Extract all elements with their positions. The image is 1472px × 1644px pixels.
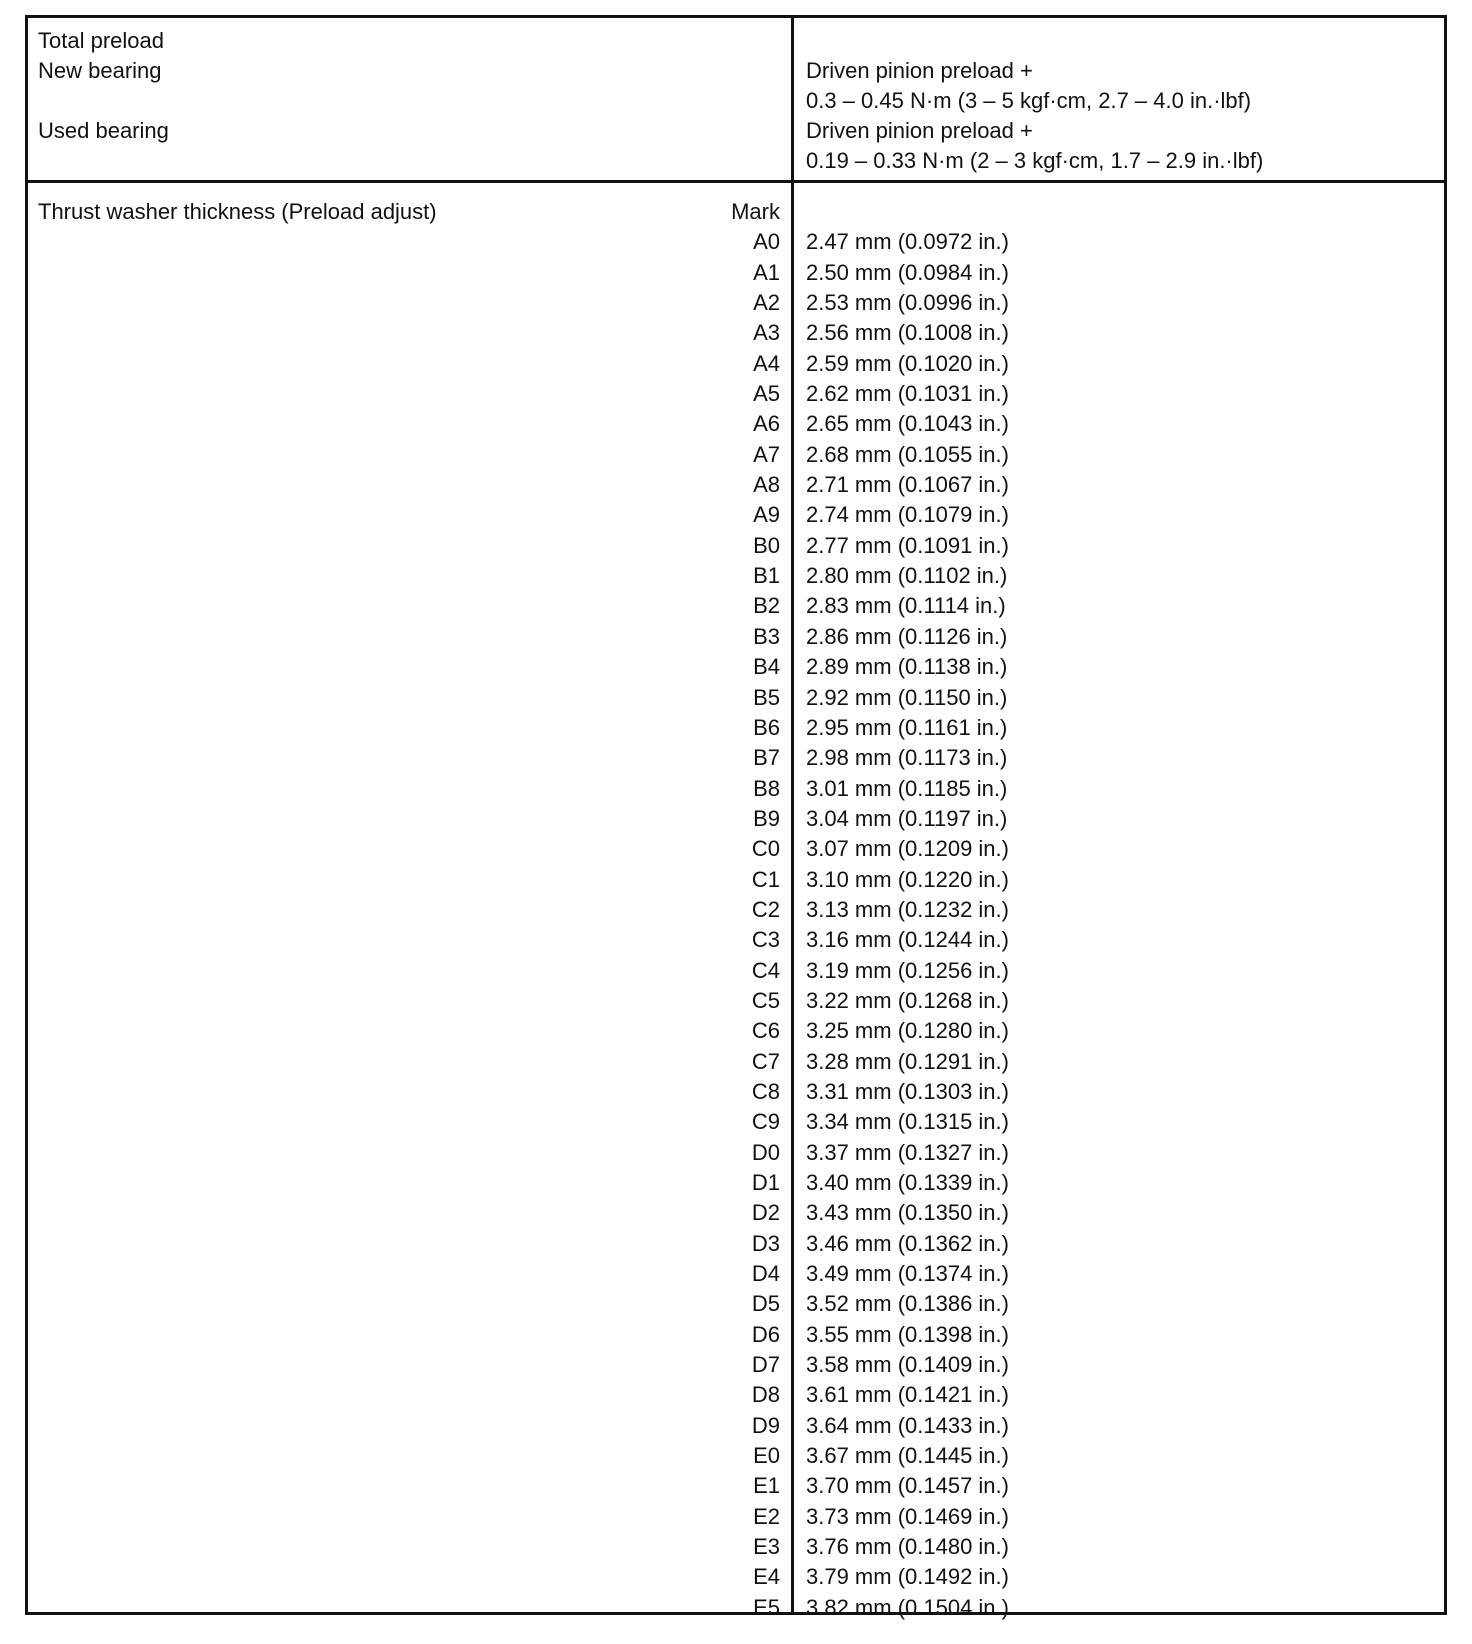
thickness-cell: 3.37 mm (0.1327 in.) <box>806 1139 1009 1165</box>
thickness-cell: 2.59 mm (0.1020 in.) <box>806 350 1009 376</box>
thickness-cell: 2.74 mm (0.1079 in.) <box>806 502 1009 528</box>
mark-cell: D2 <box>751 1200 780 1226</box>
thickness-cell: 3.25 mm (0.1280 in.) <box>806 1018 1009 1044</box>
mark-cell: D4 <box>751 1261 780 1287</box>
thickness-column <box>806 227 1009 1623</box>
mark-cell: D0 <box>751 1139 780 1165</box>
thickness-cell: 3.82 mm (0.1504 in.) <box>806 1594 1009 1620</box>
mark-cell: B4 <box>753 654 780 680</box>
thickness-cell: 2.53 mm (0.0996 in.) <box>806 290 1009 316</box>
thickness-cell: 3.58 mm (0.1409 in.) <box>806 1352 1009 1378</box>
mark-cell: A8 <box>753 472 780 498</box>
mark-cell: A5 <box>753 381 780 407</box>
thickness-cell: 3.61 mm (0.1421 in.) <box>806 1382 1009 1408</box>
thickness-cell: 3.34 mm (0.1315 in.) <box>806 1109 1009 1135</box>
mark-cell: C6 <box>751 1018 780 1044</box>
mark-cell: B0 <box>753 532 780 558</box>
thickness-cell: 2.95 mm (0.1161 in.) <box>806 714 1008 740</box>
thickness-cell: 2.98 mm (0.1173 in.) <box>806 745 1008 771</box>
used-bearing-value-line2: 0.19 – 0.33 N·m (2 – 3 kgf·cm, 1.7 – 2.9 in.·lbf) <box>806 148 1264 173</box>
mark-cell: D1 <box>751 1170 780 1195</box>
mark-cell: C5 <box>751 987 780 1013</box>
mark-cell: A6 <box>753 411 780 437</box>
thickness-cell: 3.16 mm (0.1244 in.) <box>806 927 1009 953</box>
thickness-cell: 3.28 mm (0.1291 in.) <box>806 1048 1009 1074</box>
mark-cell: E3 <box>753 1534 780 1560</box>
new-bearing-value-line1: Driven pinion preload + <box>806 58 1033 83</box>
mark-cell: D9 <box>751 1412 780 1438</box>
thickness-cell: 3.04 mm (0.1197 in.) <box>806 805 1008 831</box>
thickness-cell: 2.80 mm (0.1102 in.) <box>806 563 1008 589</box>
mark-cell: C9 <box>751 1109 780 1135</box>
mark-cell: B3 <box>753 623 780 649</box>
used-bearing-label: Used bearing <box>38 118 169 143</box>
new-bearing-value-line2: 0.3 – 0.45 N·m (3 – 5 kgf·cm, 2.7 – 4.0 in.·lbf) <box>806 88 1252 113</box>
thickness-cell: 3.43 mm (0.1350 in.) <box>806 1200 1009 1226</box>
mark-cell: E0 <box>753 1443 780 1469</box>
thickness-cell: 2.56 mm (0.1008 in.) <box>806 320 1009 346</box>
thickness-cell: 3.79 mm (0.1492 in.) <box>806 1564 1009 1590</box>
mark-cell: D8 <box>751 1382 780 1408</box>
mark-cell: C8 <box>751 1078 780 1104</box>
mark-cell: B8 <box>753 775 780 801</box>
mark-cell: B6 <box>753 714 780 740</box>
mark-cell: E4 <box>753 1564 780 1590</box>
thickness-cell: 2.83 mm (0.1114 in.) <box>806 593 1006 619</box>
thickness-cell: 2.92 mm (0.1150 in.) <box>806 684 1008 710</box>
thickness-cell: 3.52 mm (0.1386 in.) <box>806 1291 1009 1317</box>
mark-cell: E2 <box>753 1503 780 1529</box>
mark-cell: B5 <box>753 684 780 710</box>
thickness-cell: 3.67 mm (0.1445 in.) <box>806 1443 1009 1469</box>
mark-cell: D6 <box>751 1321 780 1347</box>
thickness-cell: 3.73 mm (0.1469 in.) <box>806 1503 1009 1529</box>
thickness-cell: 3.22 mm (0.1268 in.) <box>806 987 1009 1013</box>
thickness-cell: 3.49 mm (0.1374 in.) <box>806 1261 1009 1287</box>
used-bearing-value-line1: Driven pinion preload + <box>806 118 1033 143</box>
mark-cell: A2 <box>753 290 780 316</box>
mark-cell: B9 <box>753 805 780 831</box>
mark-cell: A3 <box>753 320 780 346</box>
thickness-cell: 2.47 mm (0.0972 in.) <box>806 229 1009 255</box>
thickness-cell: 2.71 mm (0.1067 in.) <box>806 472 1009 498</box>
mark-column <box>668 197 780 1623</box>
thrust-washer-title: Thrust washer thickness (Preload adjust) <box>38 199 437 224</box>
thickness-cell: 3.55 mm (0.1398 in.) <box>806 1321 1009 1347</box>
thickness-cell: 3.01 mm (0.1185 in.) <box>806 775 1008 801</box>
thickness-cell: 3.19 mm (0.1256 in.) <box>806 957 1009 983</box>
mark-header: Mark <box>731 199 780 224</box>
mark-cell: C0 <box>751 836 780 862</box>
thickness-cell: 2.65 mm (0.1043 in.) <box>806 411 1009 437</box>
thickness-cell: 2.89 mm (0.1138 in.) <box>806 654 1008 680</box>
thrust-washer-section <box>28 183 1444 1620</box>
thickness-cell: 3.07 mm (0.1209 in.) <box>806 836 1009 862</box>
thickness-cell: 2.86 mm (0.1126 in.) <box>806 623 1008 649</box>
thickness-cell: 3.31 mm (0.1303 in.) <box>806 1078 1009 1104</box>
spec-table <box>25 15 1447 1620</box>
mark-cell: D7 <box>751 1352 780 1378</box>
mark-cell: B1 <box>753 563 780 589</box>
mark-cell: C2 <box>751 896 780 922</box>
mark-cell: A1 <box>753 259 780 285</box>
mark-cell: D5 <box>751 1291 780 1317</box>
thickness-cell: 2.50 mm (0.0984 in.) <box>806 259 1009 285</box>
mark-cell: C3 <box>751 927 780 953</box>
new-bearing-label: New bearing <box>38 58 162 83</box>
mark-cell: E5 <box>753 1594 780 1620</box>
thickness-cell: 3.76 mm (0.1480 in.) <box>806 1534 1009 1560</box>
mark-cell: C4 <box>751 957 780 983</box>
mark-cell: D3 <box>751 1230 780 1256</box>
mark-cell: A9 <box>753 502 780 528</box>
thickness-cell: 3.70 mm (0.1457 in.) <box>806 1473 1009 1499</box>
thickness-cell: 3.46 mm (0.1362 in.) <box>806 1230 1009 1256</box>
mark-cell: B2 <box>753 593 780 619</box>
mark-cell: E1 <box>753 1473 780 1499</box>
mark-cell: A7 <box>753 441 780 467</box>
mark-cell: B7 <box>753 745 780 771</box>
thickness-cell: 2.62 mm (0.1031 in.) <box>806 381 1009 407</box>
thickness-cell: 3.10 mm (0.1220 in.) <box>806 866 1009 892</box>
thickness-cell: 2.68 mm (0.1055 in.) <box>806 441 1009 467</box>
mark-cell: A4 <box>753 350 780 376</box>
thickness-cell: 3.40 mm (0.1339 in.) <box>806 1170 1009 1195</box>
total-preload-label: Total preload <box>38 28 164 53</box>
mark-cell: C1 <box>751 866 780 892</box>
thickness-cell: 3.64 mm (0.1433 in.) <box>806 1412 1009 1438</box>
thickness-cell: 3.13 mm (0.1232 in.) <box>806 896 1009 922</box>
thickness-cell: 2.77 mm (0.1091 in.) <box>806 532 1009 558</box>
mark-cell: A0 <box>753 229 780 255</box>
mark-cell: C7 <box>751 1048 780 1074</box>
